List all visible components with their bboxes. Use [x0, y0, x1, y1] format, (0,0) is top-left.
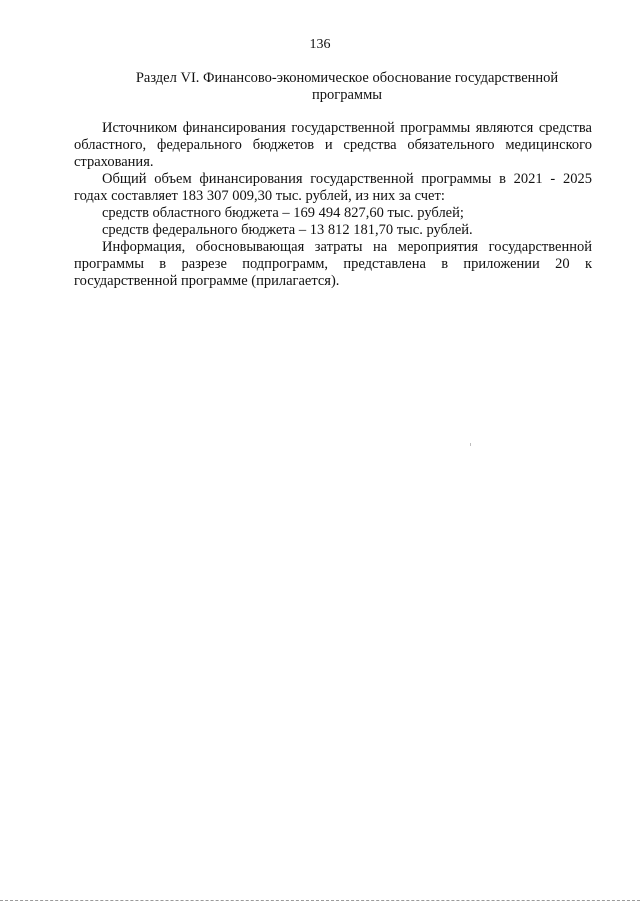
section-title: Раздел VI. Финансово-экономическое обоснование государственной программы: [135, 70, 559, 103]
page-number: 136: [309, 37, 331, 52]
body-text: [74, 120, 592, 290]
paragraph-appendix-info: Информация, обосновывающая затраты на мероприятия государственной программы в разрезе подпрограмм, представлена в приложении 20 к государственной программе (прилагается).: [74, 239, 592, 289]
paragraph-funding-sources: Источником финансирования государственной программы являются средства областного, федерального бюджетов и средства обязательного медицинского страхования.: [74, 120, 592, 170]
scan-speck: [470, 443, 471, 446]
paragraph-federal-budget: средств федерального бюджета – 13 812 181,70 тыс. рублей.: [102, 222, 473, 238]
paragraph-regional-budget: средств областного бюджета – 169 494 827,60 тыс. рублей;: [102, 205, 464, 221]
paragraph-total-funding: Общий объем финансирования государственной программы в 2021 - 2025 годах составляет 183 307 009,30 тыс. рублей, из них за счет:: [74, 171, 592, 204]
page-bottom-edge: [0, 900, 640, 901]
